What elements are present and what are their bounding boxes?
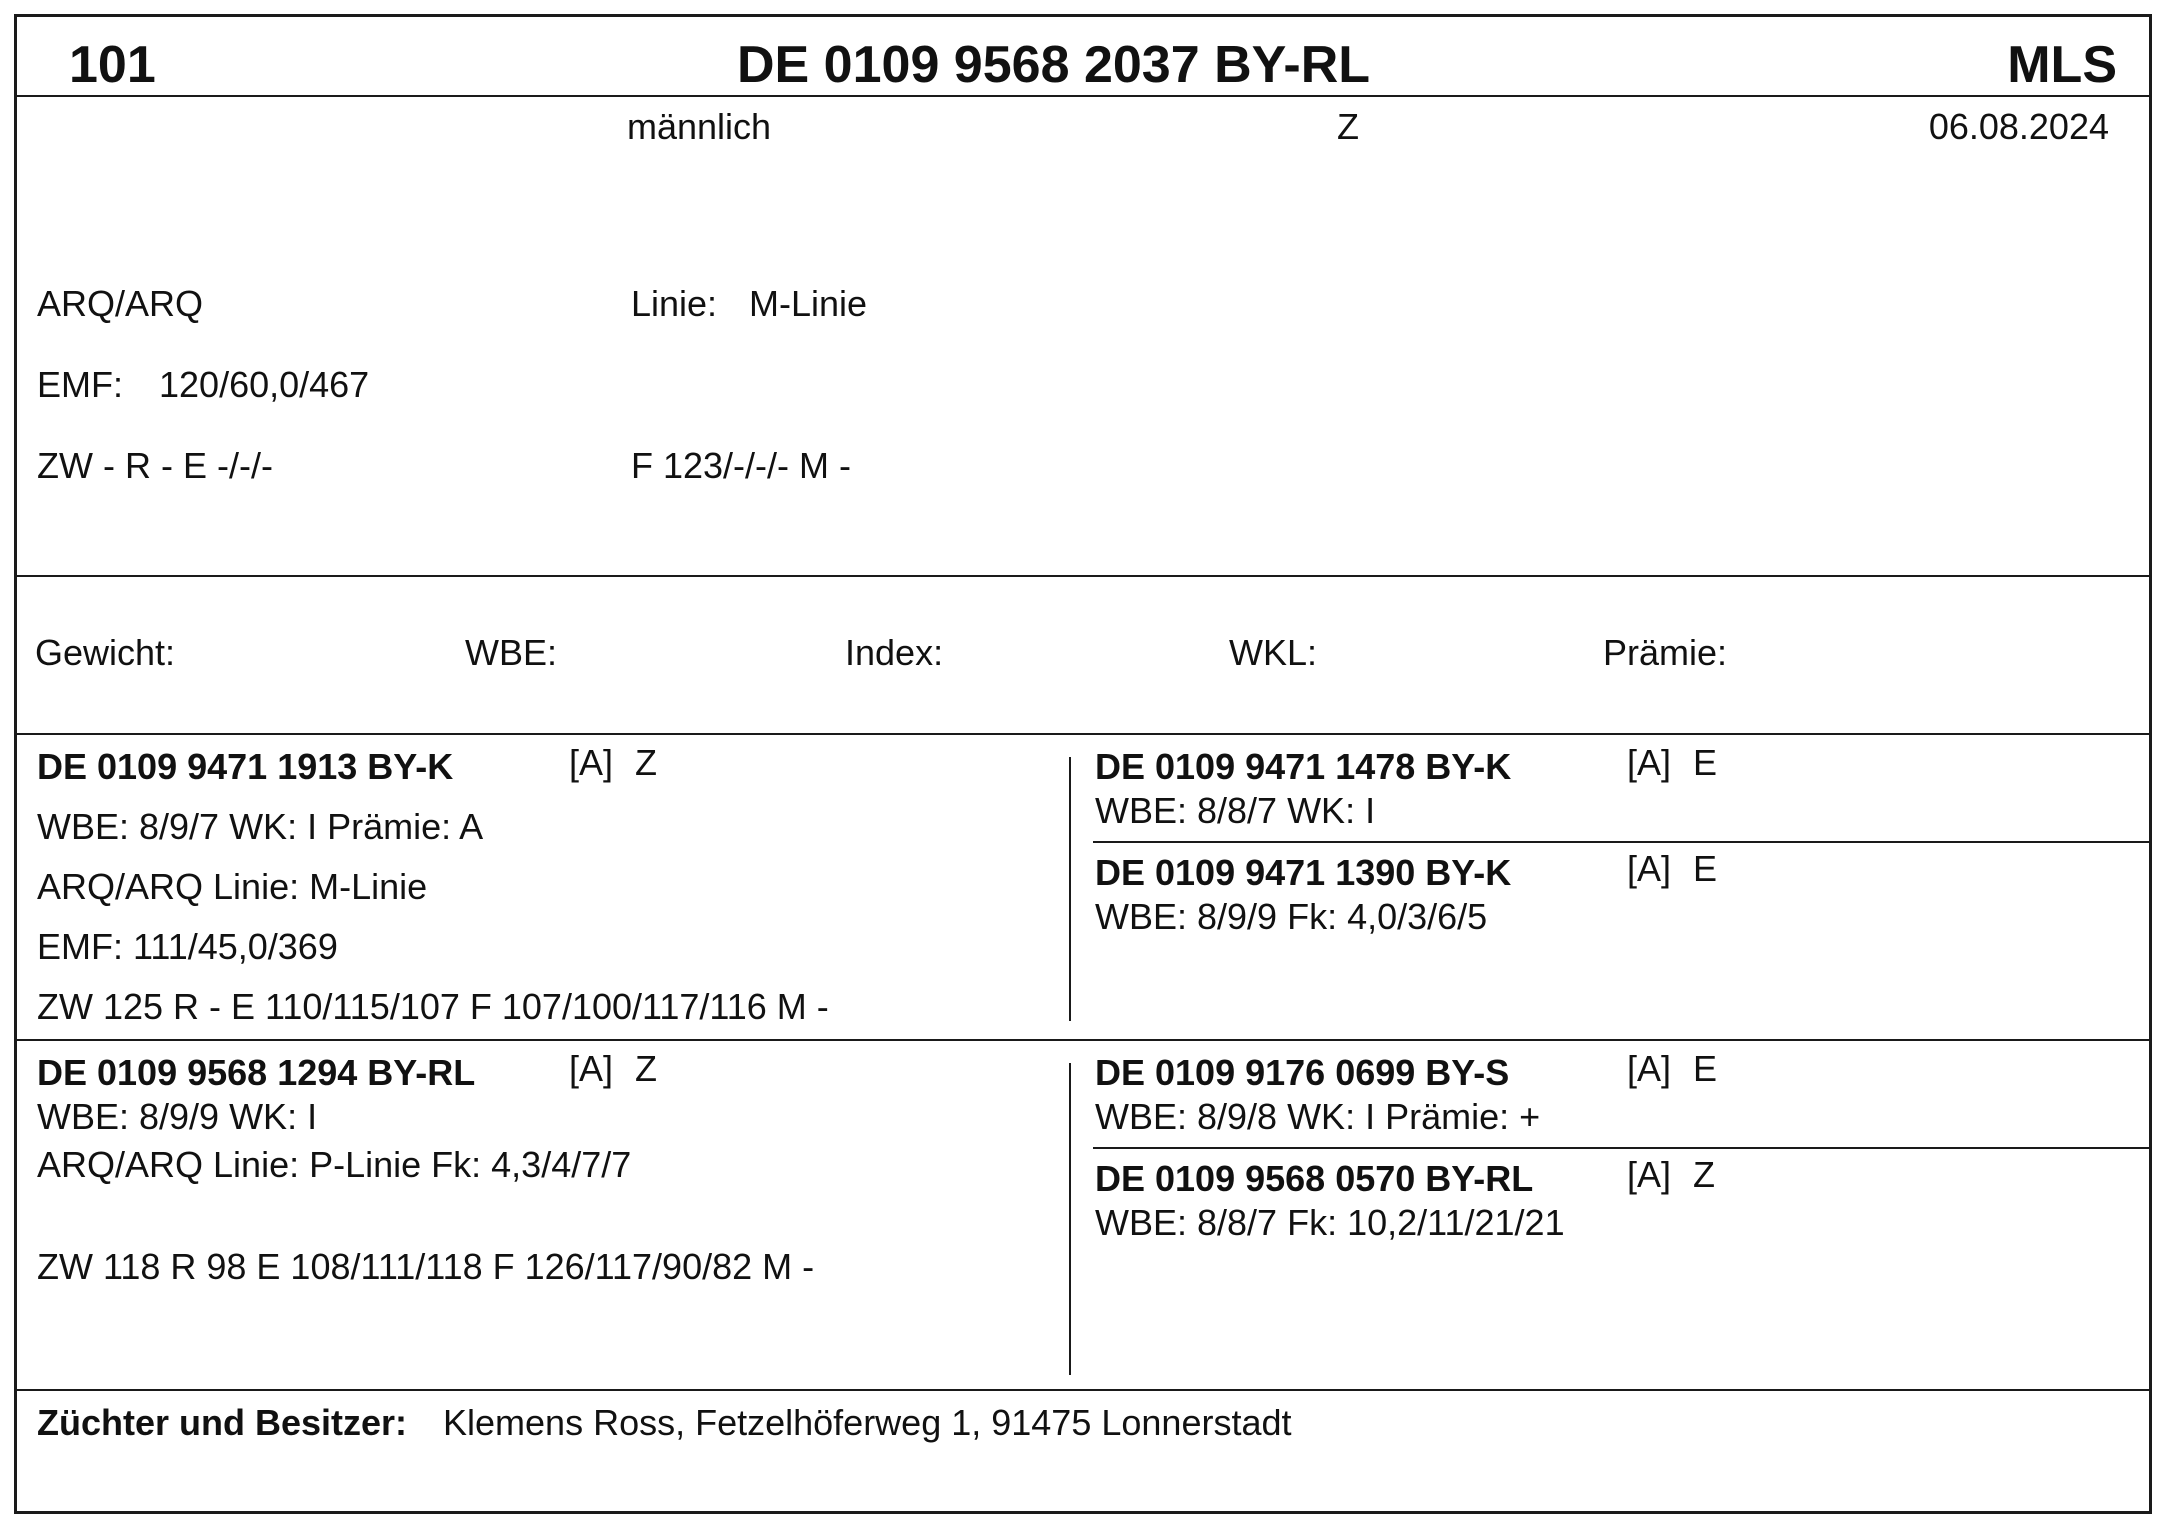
index-label: Index: [845, 632, 944, 673]
dam-id: DE 0109 9568 1294 BY-RL [37, 1052, 476, 1093]
linie-value: M-Linie [749, 283, 868, 324]
sire-mark: Z [635, 742, 657, 783]
scores-divider [17, 733, 2149, 735]
dam-column-divider [1069, 1063, 1071, 1375]
sex: männlich [627, 106, 772, 147]
sire-line-3: EMF: 111/45,0/369 [37, 926, 338, 967]
animal-id: DE 0109 9568 2037 BY-RL [737, 36, 1371, 94]
dam-sire-tag: [A] [1627, 1048, 1672, 1089]
dam-dam-mark: Z [1693, 1154, 1715, 1195]
catalog-number: 101 [69, 36, 156, 94]
linie-label: Linie: [631, 283, 718, 324]
info-divider [17, 575, 2149, 577]
genotype: ARQ/ARQ [37, 283, 204, 324]
sire-line-2: ARQ/ARQ Linie: M-Linie [37, 866, 428, 907]
dam-dam-line-1: WBE: 8/8/7 Fk: 10,2/11/21/21 [1095, 1202, 1565, 1243]
dam-mark: Z [635, 1048, 657, 1089]
emf-value: 120/60,0/467 [159, 364, 370, 405]
sire-dam-divider [17, 1039, 2149, 1041]
birth-date: 06.08.2024 [1928, 106, 2109, 147]
footer-divider [17, 1389, 2149, 1391]
breeder-value: Klemens Ross, Fetzelhöferweg 1, 91475 Lonnerstadt [443, 1402, 1292, 1443]
zw-values: ZW - R - E -/-/- [37, 445, 273, 486]
dam-grandparents-divider [1093, 1147, 2149, 1149]
sire-line-4: ZW 125 R - E 110/115/107 F 107/100/117/116 M - [37, 986, 829, 1027]
sire-line-1: WBE: 8/9/7 WK: I Prämie: A [37, 806, 484, 847]
dam-line-2: ARQ/ARQ Linie: P-Linie Fk: 4,3/4/7/7 [37, 1144, 632, 1185]
f-values: F 123/-/-/- M - [631, 445, 852, 486]
sire-sire-id: DE 0109 9471 1478 BY-K [1095, 746, 1512, 787]
sire-sire-mark: E [1693, 742, 1718, 783]
wbe-label: WBE: [465, 632, 558, 673]
sire-grandparents-divider [1093, 841, 2149, 843]
wkl-label: WKL: [1229, 632, 1318, 673]
sire-dam-line-1: WBE: 8/9/9 Fk: 4,0/3/6/5 [1095, 896, 1488, 937]
sire-sire-line-1: WBE: 8/8/7 WK: I [1095, 790, 1376, 831]
emf-label: EMF: [37, 364, 123, 405]
dam-sire-id: DE 0109 9176 0699 BY-S [1095, 1052, 1510, 1093]
gewicht-label: Gewicht: [35, 632, 176, 673]
dam-dam-tag: [A] [1627, 1154, 1672, 1195]
sire-dam-id: DE 0109 9471 1390 BY-K [1095, 852, 1512, 893]
dam-sire-line-1: WBE: 8/9/8 WK: I Prämie: + [1095, 1096, 1541, 1137]
praemie-label: Prämie: [1603, 632, 1728, 673]
dam-line-1: WBE: 8/9/9 WK: I [37, 1096, 318, 1137]
pedigree-card [14, 14, 2152, 1514]
dam-tag: [A] [569, 1048, 614, 1089]
sire-id: DE 0109 9471 1913 BY-K [37, 746, 454, 787]
header-divider [17, 95, 2149, 97]
sire-column-divider [1069, 757, 1071, 1021]
breeder-label: Züchter und Besitzer: [37, 1402, 408, 1443]
sire-tag: [A] [569, 742, 614, 783]
dam-dam-id: DE 0109 9568 0570 BY-RL [1095, 1158, 1534, 1199]
breeding-mark: Z [1337, 106, 1359, 147]
sire-dam-mark: E [1693, 848, 1718, 889]
dam-sire-mark: E [1693, 1048, 1718, 1089]
breed-code: MLS [2007, 36, 2117, 94]
dam-line-3: ZW 118 R 98 E 108/111/118 F 126/117/90/82 M - [37, 1246, 815, 1287]
sire-dam-tag: [A] [1627, 848, 1672, 889]
sire-sire-tag: [A] [1627, 742, 1672, 783]
